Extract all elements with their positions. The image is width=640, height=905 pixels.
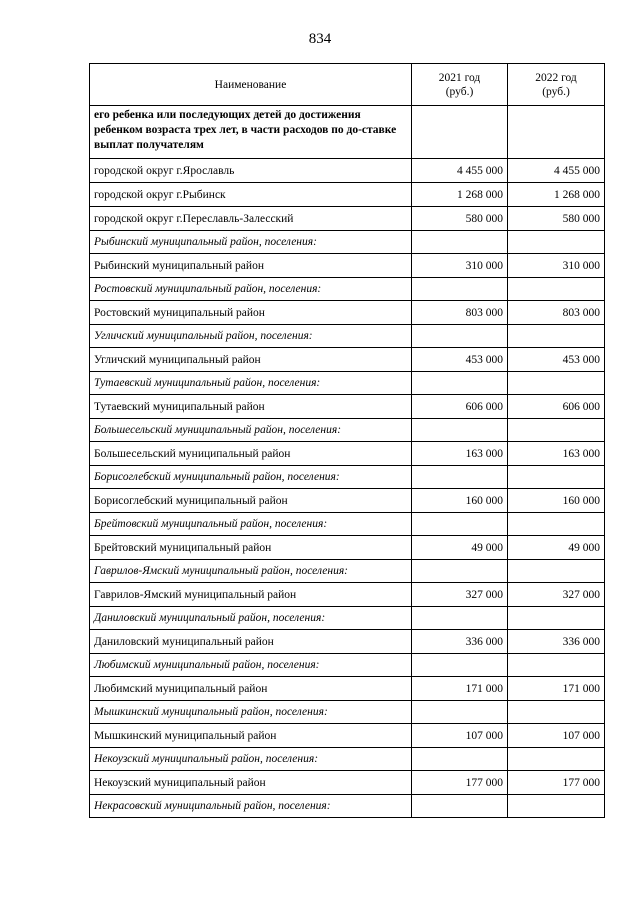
row-value-2022 <box>508 106 605 159</box>
row-value-2021 <box>412 513 508 536</box>
row-value-2021: 1 268 000 <box>412 183 508 207</box>
table-row <box>90 278 605 301</box>
table-row <box>90 348 605 372</box>
row-value-2021 <box>412 466 508 489</box>
row-value-2021 <box>412 231 508 254</box>
table-row <box>90 159 605 183</box>
row-name: Ростовский муниципальный район <box>90 301 412 325</box>
row-name: Гаврилов-Ямский муниципальный район, поселения: <box>90 560 412 583</box>
row-value-2021: 580 000 <box>412 207 508 231</box>
row-value-2021: 310 000 <box>412 254 508 278</box>
table-row <box>90 748 605 771</box>
row-value-2022: 177 000 <box>508 771 605 795</box>
row-value-2021: 606 000 <box>412 395 508 419</box>
row-name: Брейтовский муниципальный район <box>90 536 412 560</box>
row-name: Угличский муниципальный район <box>90 348 412 372</box>
table-row <box>90 183 605 207</box>
row-value-2021 <box>412 325 508 348</box>
row-value-2022 <box>508 795 605 818</box>
row-value-2022 <box>508 325 605 348</box>
row-value-2021: 107 000 <box>412 724 508 748</box>
row-name: Любимский муниципальный район <box>90 677 412 701</box>
row-value-2021: 160 000 <box>412 489 508 513</box>
row-value-2021 <box>412 795 508 818</box>
row-name: Рыбинский муниципальный район <box>90 254 412 278</box>
row-value-2022: 49 000 <box>508 536 605 560</box>
row-name: его ребенка или последующих детей до достижения ребенком возраста трех лет, в части расходов по до-ставке выплат получателям <box>90 106 412 159</box>
row-value-2021: 4 455 000 <box>412 159 508 183</box>
row-value-2022: 171 000 <box>508 677 605 701</box>
row-name: Тутаевский муниципальный район, поселения: <box>90 372 412 395</box>
row-name: Некрасовский муниципальный район, поселения: <box>90 795 412 818</box>
row-value-2022: 310 000 <box>508 254 605 278</box>
row-value-2022: 453 000 <box>508 348 605 372</box>
row-value-2022: 1 268 000 <box>508 183 605 207</box>
table-row <box>90 560 605 583</box>
table-row <box>90 724 605 748</box>
row-value-2022: 606 000 <box>508 395 605 419</box>
row-value-2022 <box>508 372 605 395</box>
row-name: Борисоглебский муниципальный район <box>90 489 412 513</box>
row-name: Угличский муниципальный район, поселения: <box>90 325 412 348</box>
table-row <box>90 106 605 159</box>
row-value-2021: 336 000 <box>412 630 508 654</box>
table-row <box>90 207 605 231</box>
table-row <box>90 372 605 395</box>
row-name: Брейтовский муниципальный район, поселения: <box>90 513 412 536</box>
row-value-2022 <box>508 654 605 677</box>
page-number: 834 <box>308 31 332 47</box>
row-value-2022 <box>508 419 605 442</box>
table-row <box>90 536 605 560</box>
row-value-2021 <box>412 748 508 771</box>
header-2022-unit: (руб.) <box>542 85 570 98</box>
table-row <box>90 325 605 348</box>
table-row <box>90 442 605 466</box>
table-row <box>90 771 605 795</box>
row-value-2021 <box>412 607 508 630</box>
row-name: Даниловский муниципальный район <box>90 630 412 654</box>
row-name: Большесельский муниципальный район <box>90 442 412 466</box>
row-value-2022: 327 000 <box>508 583 605 607</box>
row-name: Борисоглебский муниципальный район, поселения: <box>90 466 412 489</box>
table-row <box>90 466 605 489</box>
header-2022-year: 2022 год <box>535 71 577 84</box>
row-name: Даниловский муниципальный район, поселения: <box>90 607 412 630</box>
header-2021-unit: (руб.) <box>445 85 474 98</box>
row-value-2021: 171 000 <box>412 677 508 701</box>
budget-table <box>89 63 605 818</box>
row-name: городской округ г.Ярославль <box>90 159 412 183</box>
header-2021-year: 2021 год <box>438 71 481 84</box>
row-value-2022 <box>508 513 605 536</box>
row-value-2022 <box>508 278 605 301</box>
table-body <box>90 106 605 818</box>
row-value-2022 <box>508 466 605 489</box>
row-name: Большесельский муниципальный район, поселения: <box>90 419 412 442</box>
table-row <box>90 795 605 818</box>
row-value-2021: 163 000 <box>412 442 508 466</box>
row-value-2021 <box>412 278 508 301</box>
row-value-2022: 4 455 000 <box>508 159 605 183</box>
row-name: Гаврилов-Ямский муниципальный район <box>90 583 412 607</box>
row-name: городской округ г.Рыбинск <box>90 183 412 207</box>
table-row <box>90 419 605 442</box>
table-row <box>90 701 605 724</box>
row-name: Любимский муниципальный район, поселения: <box>90 654 412 677</box>
row-name: Мышкинский муниципальный район, поселения: <box>90 701 412 724</box>
row-name: Ростовский муниципальный район, поселения: <box>90 278 412 301</box>
row-value-2021 <box>412 701 508 724</box>
row-value-2021: 453 000 <box>412 348 508 372</box>
table-header-row <box>90 64 605 106</box>
table-row <box>90 395 605 419</box>
row-value-2022 <box>508 231 605 254</box>
row-name: Тутаевский муниципальный район <box>90 395 412 419</box>
row-value-2021: 327 000 <box>412 583 508 607</box>
row-value-2021 <box>412 654 508 677</box>
header-2022 <box>508 64 605 106</box>
row-value-2022 <box>508 748 605 771</box>
row-name: Некоузский муниципальный район, поселения: <box>90 748 412 771</box>
row-value-2022: 160 000 <box>508 489 605 513</box>
row-value-2021 <box>412 372 508 395</box>
row-value-2022: 803 000 <box>508 301 605 325</box>
table-row <box>90 301 605 325</box>
row-value-2021: 803 000 <box>412 301 508 325</box>
header-name: Наименование <box>90 64 412 106</box>
table-row <box>90 231 605 254</box>
table-row <box>90 654 605 677</box>
row-value-2022: 163 000 <box>508 442 605 466</box>
row-value-2021 <box>412 106 508 159</box>
table-row <box>90 583 605 607</box>
row-name: Рыбинский муниципальный район, поселения: <box>90 231 412 254</box>
row-value-2021 <box>412 419 508 442</box>
header-2021 <box>412 64 508 106</box>
table-row <box>90 630 605 654</box>
row-value-2021: 177 000 <box>412 771 508 795</box>
table-row <box>90 489 605 513</box>
row-name: Мышкинский муниципальный район <box>90 724 412 748</box>
table-row <box>90 513 605 536</box>
row-value-2022 <box>508 560 605 583</box>
table-row <box>90 677 605 701</box>
row-value-2022: 336 000 <box>508 630 605 654</box>
row-value-2022: 580 000 <box>508 207 605 231</box>
row-value-2021: 49 000 <box>412 536 508 560</box>
row-name: городской округ г.Переславль-Залесский <box>90 207 412 231</box>
row-value-2022 <box>508 607 605 630</box>
row-name: Некоузский муниципальный район <box>90 771 412 795</box>
row-value-2022 <box>508 701 605 724</box>
row-value-2022: 107 000 <box>508 724 605 748</box>
table-row <box>90 254 605 278</box>
row-value-2021 <box>412 560 508 583</box>
table-row <box>90 607 605 630</box>
